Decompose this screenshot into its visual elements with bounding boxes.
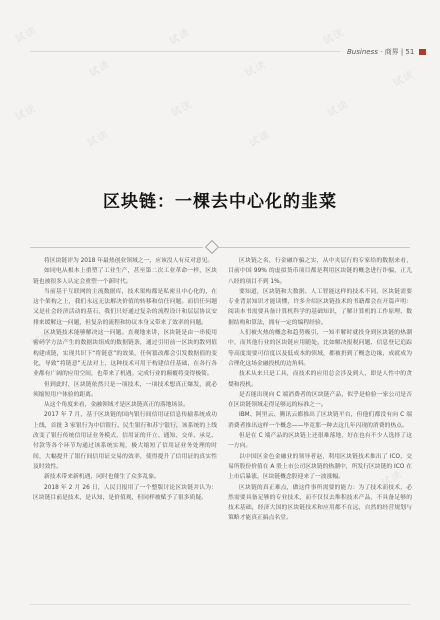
divider-line-left bbox=[30, 247, 203, 248]
header-section: Business bbox=[347, 48, 378, 56]
paragraph: 将区块链评为 2018 年最热创业领域之一，应该没人有反对意见。 bbox=[44, 258, 214, 264]
paragraph: 新技术带来新机遇，同时也催生了众多乱象。 bbox=[44, 474, 160, 481]
paragraph: IBM、阿里云、腾讯云都推出了区块链平台，但他们都没有向 C 端消费者推出这样一个概念——毕竟那一种去这几年闪现的消费的热点。 bbox=[228, 412, 412, 429]
paragraph: 以中国区金色金融业的领导者赵，利用区块链技术推出了 ICO，交易所股份价值在 A 股上市公司区块链的热潮中，所发行区块链的 ICO 在上市后暴涨，区块链概念股迎来了一波涨幅。 bbox=[228, 453, 412, 481]
paragraph: 是否能出现向 C 端消费者的区块链产品，似乎是检验一家公司是否在区块链领域走得足够远的标准之一。 bbox=[228, 391, 412, 409]
header-tag-icon bbox=[419, 49, 426, 55]
paragraph: 当前基于互联网的主流数据库，技术架构都是私密且中心化的，在这个架构之上，我们永远无法解决价值的转移和信任问题。而信任问题又是社会经济活动的基石，我们只好通过复杂的流程设计和层层协议安排来缓解这一问题，但复杂的流程和协议本身又带来了效率的问题。 bbox=[33, 288, 217, 326]
paragraph: 人们被火热的概念和趋势吸引，一知半解时就投身到区块链的热潮中，而其他行业的区块链应用随处，比如解决报税问题、信息登记追踪等高度需要可信度以及低成本的领域，都被扔到了概念边缘，成就成为合理化这场金融投机的边角料。 bbox=[228, 330, 412, 367]
watermark: 试读 bbox=[167, 27, 193, 48]
paragraph: 2017 年 7 月，基于区块链的国内银行间信用证信息传输系统成功上线，首批 3 家银行为中信银行、民生银行和苏宁银行，该系统的上线改变了银行传统信用证业务模式，信用证的开立、通知、交单、承兑、付款等各个环节均通过该系统实现，极大缩短了信用证业务处理的时间，大幅提升了银行间信用证交易的效率，使得提升了信用证的真实性及时效性。 bbox=[33, 412, 217, 470]
watermark: 试读 bbox=[169, 99, 195, 120]
page-number: 51 bbox=[405, 48, 415, 56]
paragraph: 要知道，区块链和大数据、人工智能这样的技术不同，区块链需要专业背景知识才能读懂，许多介绍区块链技术的书籍都会在开篇声明：阅读本书需要具备计算机科学的基础知识，了解计算机的工作原理、数据结构和算法，拥有一定的编程经验。 bbox=[228, 288, 412, 326]
paragraph: 但到此时，区块链依然只是一项技术，一项技术想真正爆发，就必须缩短用户体验的距离。 bbox=[33, 381, 217, 398]
divider-line-right bbox=[217, 247, 410, 248]
watermark: 试读 bbox=[299, 339, 325, 360]
paragraph: 从这个角度来看，金融领域才是区块链真正的落地场景。 bbox=[44, 402, 189, 409]
footer-rule bbox=[30, 604, 410, 605]
watermark: 试读 bbox=[379, 469, 405, 490]
watermark: 试读 bbox=[243, 59, 269, 80]
left-column bbox=[33, 256, 217, 503]
header-rule bbox=[30, 51, 340, 52]
header-name: 商界 bbox=[384, 48, 399, 56]
watermark: 试读 bbox=[85, 129, 111, 150]
paragraph: 区块链之名，行金融诈骗之实，从中夹层行的专家给的数据来看，目前中国 99% 的虚拟货币项目都是利用区块链的概念进行诈骗，正儿八经的项目不到 1%。 bbox=[228, 258, 412, 285]
header-label: Business · 商界 | 51 bbox=[347, 47, 426, 57]
ornamental-divider bbox=[30, 243, 410, 253]
paragraph: 技术从来只是工具，而技术的应用总会涉及到人，即是人性中的贪婪和投机。 bbox=[228, 371, 412, 388]
paragraph: 区块链技术能够解决这一问题。直观地来讲，区块链是由一串使用密码学方法产生的数据块组成的数据链条，通过引用前一区块的散列值构建成链，实现共识下“将链意”的效果，任何篡改都会引发数据值的变化，导致“将链意”无法对上，这种技术可用于构建信任基础，在各行各业都有广阔的应用空间，也带来了机遇。完成行业的颠覆将变得极简。 bbox=[33, 330, 217, 378]
running-header bbox=[0, 47, 440, 57]
watermark: 试读 bbox=[13, 25, 39, 46]
watermark: 试读 bbox=[29, 329, 55, 350]
paragraph: 如同电从根本上重塑了工业生产，甚至第二次工业革命一样，区块链也被很多人认定会重塑一个新时代。 bbox=[33, 268, 217, 285]
paragraph: 2018 年 2 月 26 日，人民日报用了一个整版讨论区块链并认为：区块链目前是技术，是认知，是价值观，但同样被赋予了很多质疑。 bbox=[33, 484, 217, 501]
header-separator: · bbox=[380, 48, 383, 56]
watermark: 试读 bbox=[321, 27, 347, 48]
watermark: 试读 bbox=[391, 69, 417, 90]
watermark: 试读 bbox=[247, 129, 273, 150]
watermark: 试读 bbox=[159, 419, 185, 440]
watermark: 试读 bbox=[13, 103, 39, 124]
paragraph: 但是在 C 端产品的区块链上还很难落地，好在也有不少人选择了这一方向。 bbox=[228, 433, 412, 450]
paragraph: 区块链的真正难点，做这件事所需要的能力：为了技术而技术，必然需要具备足够的专业技术，而不仅仅去堆积技术产品，不具备足够的技术基础，经济大国的区块链技术和应用都不在远，自然的经营规划与策略才能真正搞点名堂。 bbox=[228, 484, 412, 522]
watermark: 试读 bbox=[87, 59, 113, 80]
right-column bbox=[228, 256, 412, 524]
article-title: 区块链：一棵去中心化的韭菜 bbox=[103, 192, 337, 212]
watermark: 试读 bbox=[325, 99, 351, 120]
